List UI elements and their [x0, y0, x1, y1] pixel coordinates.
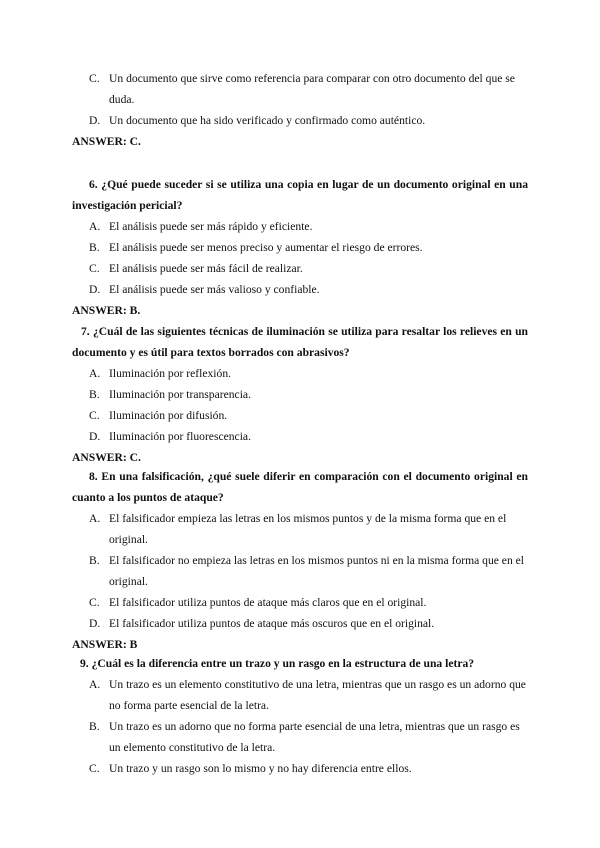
option-text: Iluminación por transparencia. — [109, 388, 251, 401]
option-letter: C. — [89, 762, 100, 775]
option-item — [0, 426, 528, 447]
question-stem: En una falsificación, ¿qué suele diferir en comparación con el documento original en cuanto a los puntos de ataque? — [72, 470, 528, 504]
option-item — [0, 508, 528, 550]
option-item — [0, 405, 528, 426]
question-stem: ¿Cuál es la diferencia entre un trazo y un rasgo en la estructura de una letra? — [91, 657, 475, 670]
prev-question-tail — [0, 68, 600, 152]
option-item — [0, 237, 528, 258]
option-text: El falsificador utiliza puntos de ataque más claros que en el original. — [109, 596, 427, 609]
option-item — [0, 613, 528, 634]
option-text: Un trazo es un adorno que no forma parte esencial de una letra, mientras que un rasgo es un elemento constitutivo de la letra. — [109, 720, 520, 754]
option-item — [0, 279, 528, 300]
option-text: Un documento que ha sido verificado y confirmado como auténtico. — [109, 114, 426, 127]
question-text — [0, 174, 528, 216]
option-letter: A. — [89, 367, 101, 380]
option-text: Iluminación por reflexión. — [109, 367, 232, 380]
option-text: El análisis puede ser menos preciso y aumentar el riesgo de errores. — [109, 241, 423, 254]
question-text — [0, 321, 528, 363]
question-block — [0, 653, 600, 779]
option-letter: B. — [89, 388, 100, 401]
question-number: 6. — [89, 178, 98, 191]
question-block — [0, 174, 600, 321]
option-text: El falsificador no empieza las letras en los mismos puntos ni en la misma forma que en el original. — [109, 554, 525, 588]
option-item — [0, 110, 528, 131]
option-text: El análisis puede ser más fácil de realizar. — [109, 262, 303, 275]
answer-line: ANSWER: C. — [72, 135, 141, 148]
option-text: El análisis puede ser más valioso y confiable. — [109, 283, 320, 296]
question-stem: ¿Cuál de las siguientes técnicas de iluminación se utiliza para resaltar los relieves en un documento y es útil para textos borrados con abrasivos? — [72, 325, 528, 359]
option-letter: D. — [89, 617, 101, 630]
option-item — [0, 550, 528, 592]
question-block — [0, 466, 600, 655]
question-number: 9. — [80, 657, 89, 670]
question-number: 7. — [81, 325, 90, 338]
option-item — [0, 384, 528, 405]
option-letter: B. — [89, 720, 100, 733]
option-letter: C. — [89, 262, 100, 275]
question-number: 8. — [89, 470, 98, 483]
option-letter: B. — [89, 241, 100, 254]
option-text: El análisis puede ser más rápido y eficiente. — [109, 220, 313, 233]
answer-line: ANSWER: B. — [72, 304, 141, 317]
option-item — [0, 716, 528, 758]
option-letter: C. — [89, 409, 100, 422]
question-stem: ¿Qué puede suceder si se utiliza una copia en lugar de un documento original en una investigación pericial? — [72, 178, 528, 212]
option-letter: D. — [89, 114, 101, 127]
option-text: Un trazo y un rasgo son lo mismo y no hay diferencia entre ellos. — [109, 762, 412, 775]
option-text: El falsificador empieza las letras en los mismos puntos y de la misma forma que en el original. — [109, 512, 507, 546]
option-letter: C. — [89, 72, 100, 85]
option-letter: D. — [89, 283, 101, 296]
option-letter: A. — [89, 512, 101, 525]
question-block — [0, 321, 600, 468]
option-text: Iluminación por difusión. — [109, 409, 228, 422]
answer-line: ANSWER: B — [72, 638, 138, 651]
question-text — [0, 466, 528, 508]
question-text — [0, 653, 528, 674]
option-text: Un documento que sirve como referencia para comparar con otro documento del que se duda. — [109, 72, 515, 106]
option-item — [0, 758, 528, 779]
option-item — [0, 68, 528, 110]
answer-line: ANSWER: C. — [72, 451, 141, 464]
option-item — [0, 363, 528, 384]
option-letter: D. — [89, 430, 101, 443]
option-letter: A. — [89, 678, 101, 691]
option-text: Un trazo es un elemento constitutivo de una letra, mientras que un rasgo es un adorno que no forma parte esencial de la letra. — [109, 678, 526, 712]
option-item — [0, 674, 528, 716]
option-item — [0, 258, 528, 279]
option-item — [0, 592, 528, 613]
option-item — [0, 216, 528, 237]
option-text: El falsificador utiliza puntos de ataque más oscuros que en el original. — [109, 617, 435, 630]
option-text: Iluminación por fluorescencia. — [109, 430, 251, 443]
option-letter: B. — [89, 554, 100, 567]
option-letter: A. — [89, 220, 101, 233]
option-letter: C. — [89, 596, 100, 609]
